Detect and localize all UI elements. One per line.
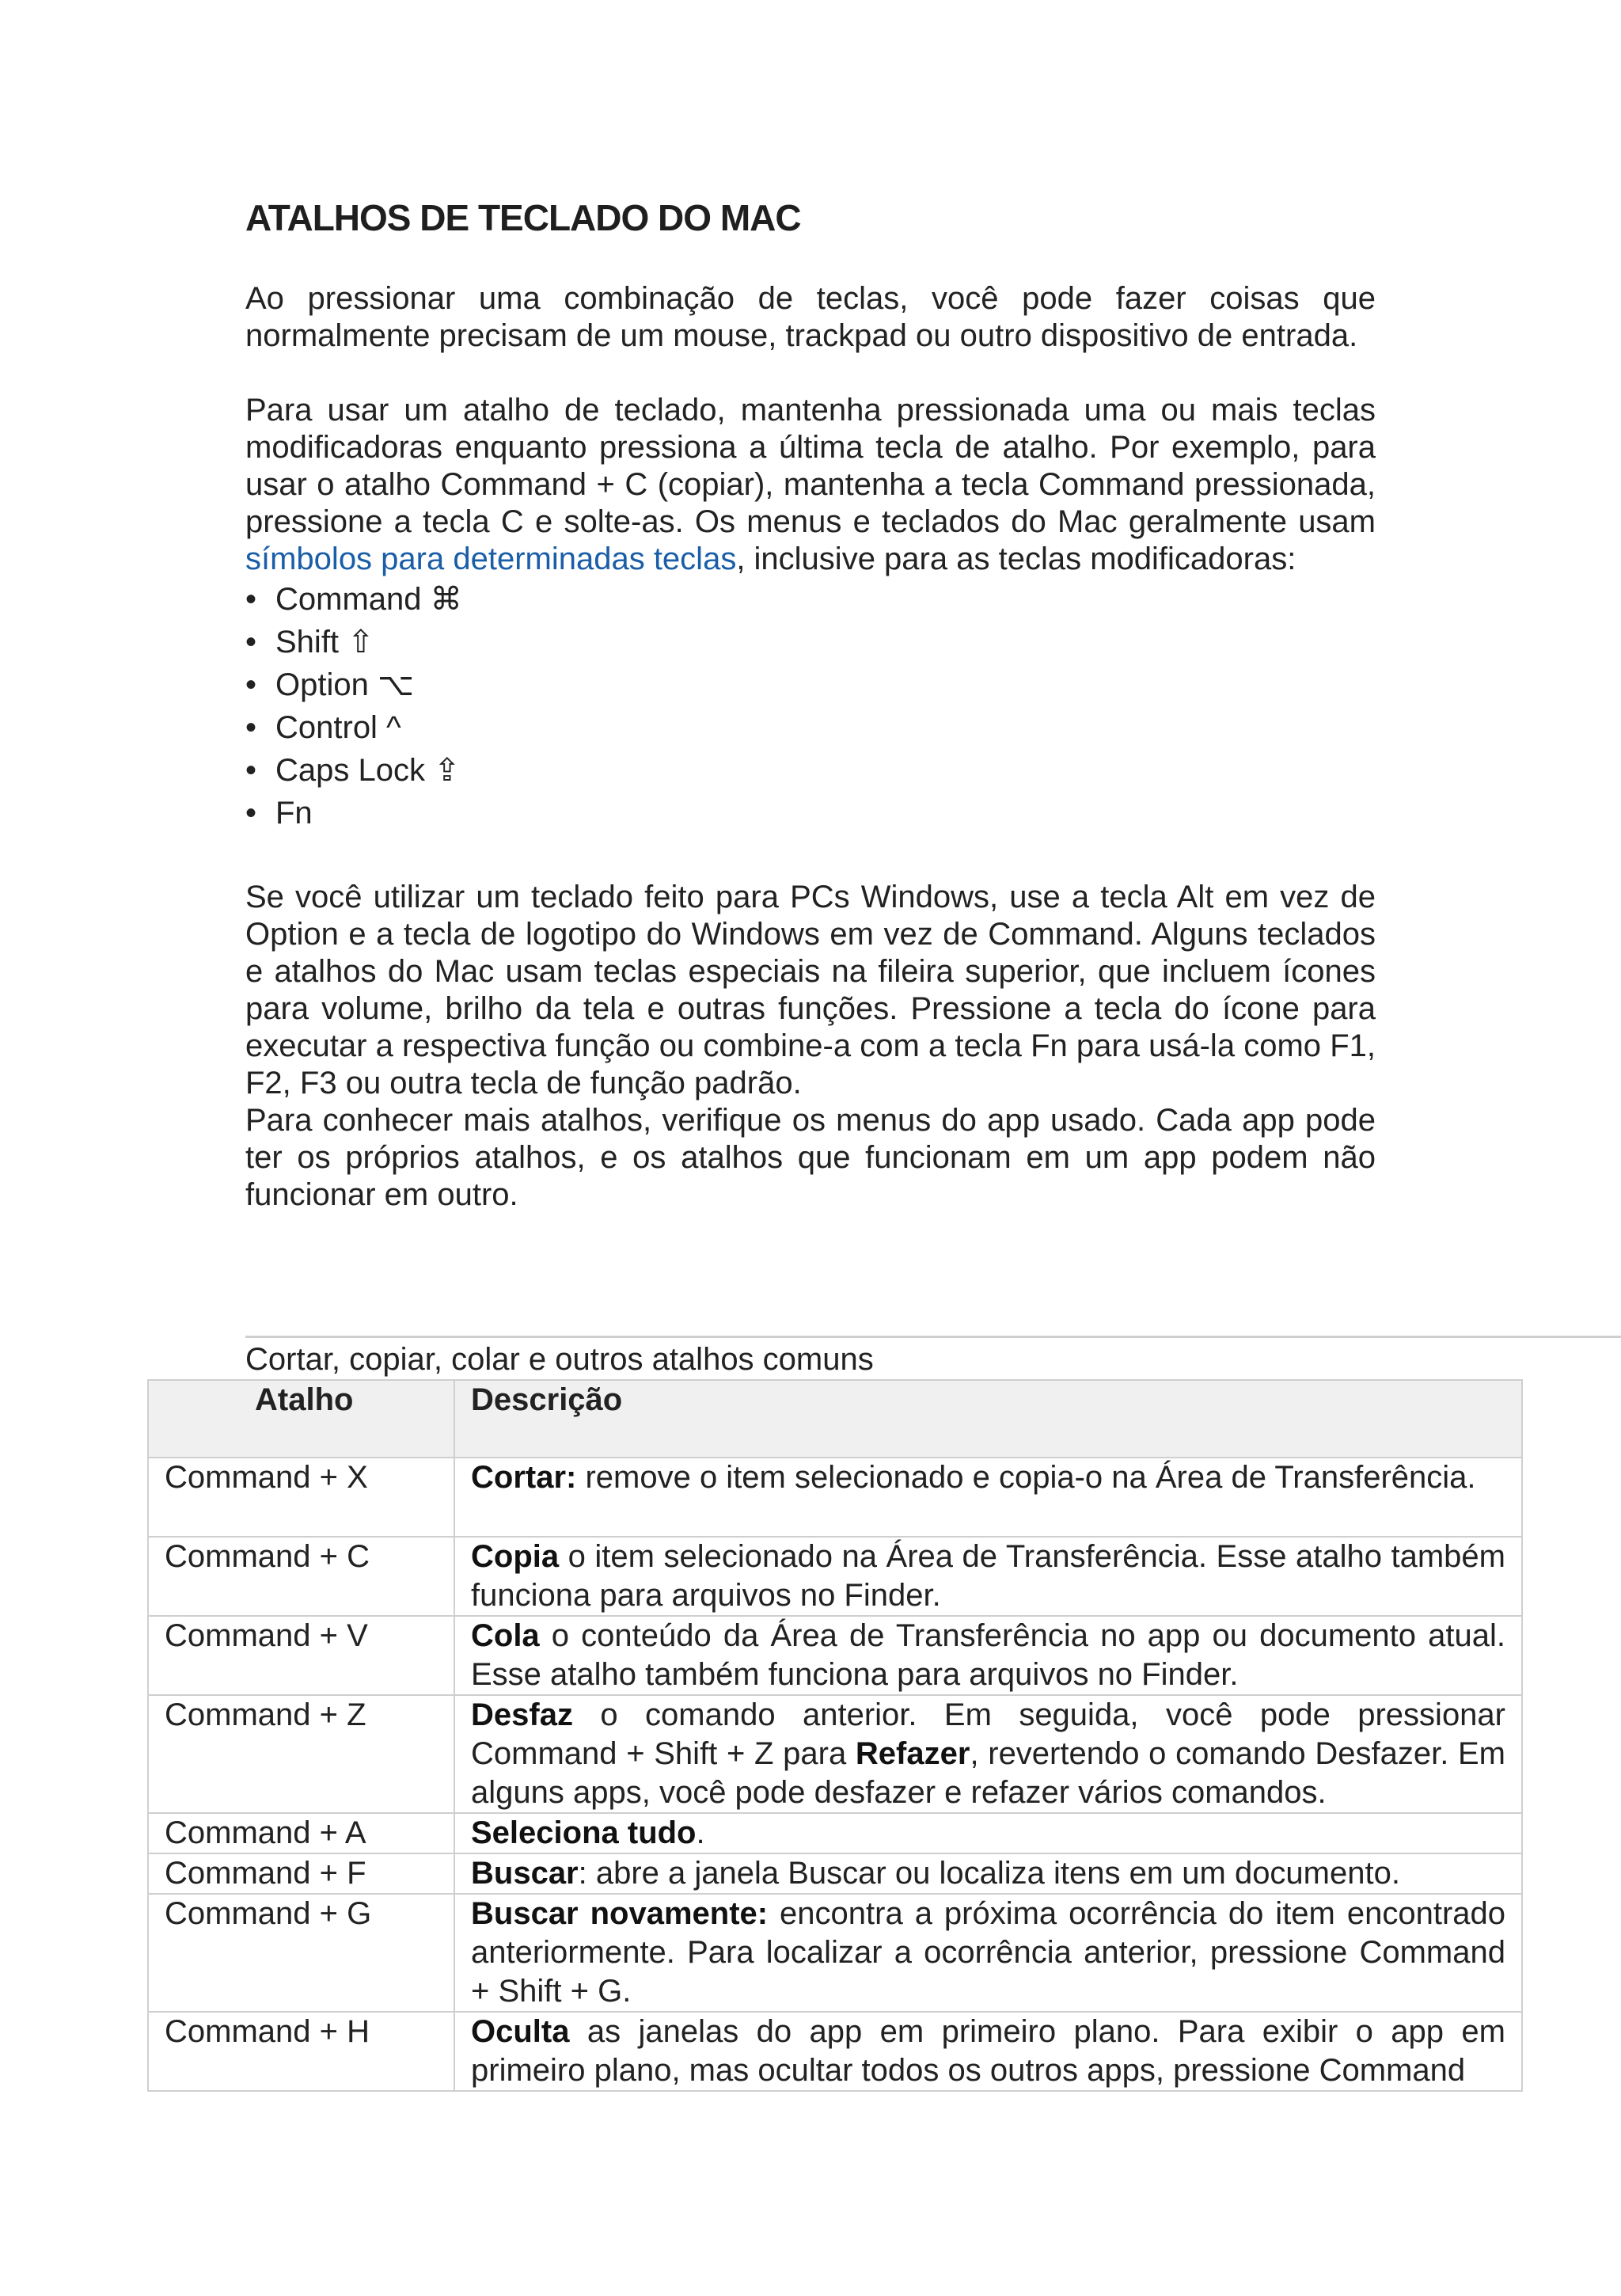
modifier-command: Command ⌘: [275, 582, 462, 617]
shortcut-description: [454, 1695, 1522, 1813]
windows-keyboard-paragraph: Se você utilizar um teclado feito para PCs Windows, use a tecla Alt em vez de Option e a tecla de logotipo do Windows em vez de Command. Alguns teclados e atalhos do Mac usam teclas especiais na fileira superior, que incluem ícones para volume, brilho da tela e outras funções. Pressione a tecla do ícone para executar a respectiva função ou combine-a com a tecla Fn para usá-la como F1, F2, F3 ou outra tecla de função padrão.: [245, 880, 1376, 1100]
intro-paragraph: Ao pressionar uma combinação de teclas, você pode fazer coisas que normalmente precisam de um mouse, trackpad ou outro dispositivo de entrada.: [245, 281, 1376, 353]
shortcut-key: Command + F: [148, 1853, 454, 1894]
table-row: [148, 1695, 1522, 1813]
shortcut-description: [454, 1894, 1522, 2012]
modifier-paragraph-text-before: Para usar um atalho de teclado, mantenha pressionada uma ou mais teclas modificadoras enquanto pressiona a última tecla de atalho. Por exemplo, para usar o atalho Command + C (copiar), mantenha a tecla Command pressionada, pressione a tecla C e solte-as. Os menus e teclados do Mac geralmente usam: [245, 393, 1376, 539]
description-text: o conteúdo da Área de Transferência no app ou documento atual. Esse atalho também funciona para arquivos no Finder.: [471, 1618, 1505, 1692]
shortcut-description: [454, 1537, 1522, 1616]
symbols-link[interactable]: símbolos para determinadas teclas: [245, 542, 737, 576]
table-row: [148, 2012, 1522, 2091]
modifier-option: Option ⌥: [275, 667, 415, 702]
shortcut-description: [454, 1853, 1522, 1894]
table-row: [148, 1894, 1522, 2012]
description-text: remove o item selecionado e copia-o na Área de Transferência.: [576, 1460, 1476, 1495]
description-bold: Desfaz: [471, 1697, 573, 1732]
description-bold: Buscar: [471, 1856, 579, 1891]
header-shortcut: Atalho: [148, 1380, 454, 1458]
table-caption: Cortar, copiar, colar e outros atalhos comuns: [245, 1342, 874, 1377]
list-item: [245, 663, 1376, 706]
modifier-control: Control ^: [275, 710, 401, 745]
shortcut-key: Command + C: [148, 1537, 454, 1616]
document-body: [245, 196, 1376, 1214]
modifier-paragraph-text-after: , inclusive para as teclas modificadoras:: [736, 542, 1296, 576]
table-row: [148, 1616, 1522, 1695]
shortcut-key: Command + A: [148, 1813, 454, 1853]
table-row: [148, 1813, 1522, 1853]
description-text-tail: , revertendo o comando Desfazer. Em alguns apps, você pode desfazer e refazer vários comandos.: [471, 1736, 1505, 1810]
bullet-icon: •: [245, 796, 257, 831]
description-text: encontra a próxima ocorrência do item encontrado anteriormente. Para localizar a ocorrência anterior, pressione Command + Shift + G.: [471, 1896, 1505, 2009]
more-shortcuts-paragraph: Para conhecer mais atalhos, verifique os menus do app usado. Cada app pode ter os próprios atalhos, e os atalhos que funcionam em um app podem não funcionar em outro.: [245, 1103, 1376, 1212]
shortcut-key: Command + X: [148, 1458, 454, 1537]
description-text: .: [696, 1815, 705, 1850]
list-item: [245, 706, 1376, 749]
header-description: Descrição: [454, 1380, 1522, 1458]
bullet-icon: •: [245, 625, 257, 660]
section-divider: [245, 1336, 1621, 1338]
list-item: [245, 792, 1376, 834]
description-bold: Cortar:: [471, 1460, 577, 1495]
shortcuts-table: [147, 1379, 1523, 2092]
list-item: [245, 578, 1376, 621]
bullet-icon: •: [245, 710, 257, 745]
modifier-fn: Fn: [275, 796, 313, 831]
table-row: [148, 1537, 1522, 1616]
table-header-row: [148, 1380, 1522, 1458]
shortcut-key: Command + Z: [148, 1695, 454, 1813]
shortcut-description: [454, 1616, 1522, 1695]
shortcut-key: Command + H: [148, 2012, 454, 2091]
shortcut-description: [454, 1458, 1522, 1537]
bullet-icon: •: [245, 753, 257, 788]
description-bold: Oculta: [471, 2014, 570, 2049]
table-row: [148, 1853, 1522, 1894]
shortcut-key: Command + G: [148, 1894, 454, 2012]
modifier-paragraph: [245, 392, 1376, 578]
page-title: ATALHOS DE TECLADO DO MAC: [245, 197, 801, 238]
shortcut-description: [454, 2012, 1522, 2091]
description-bold: Seleciona tudo: [471, 1815, 697, 1850]
list-item: [245, 749, 1376, 792]
description-text: o item selecionado na Área de Transferência. Esse atalho também funciona para arquivos no Finder.: [471, 1539, 1505, 1613]
bullet-icon: •: [245, 582, 257, 617]
modifier-list: [245, 578, 1376, 834]
description-bold-redo: Refazer: [855, 1736, 970, 1771]
description-bold: Cola: [471, 1618, 540, 1653]
modifier-caps-lock: Caps Lock ⇪: [275, 753, 461, 788]
modifier-shift: Shift ⇧: [275, 625, 374, 660]
list-item: [245, 621, 1376, 663]
description-bold: Copia: [471, 1539, 560, 1574]
shortcut-key: Command + V: [148, 1616, 454, 1695]
description-text: o comando anterior. Em seguida, você pode pressionar Command + Shift + Z para: [471, 1697, 1505, 1771]
table-row: [148, 1458, 1522, 1537]
bullet-icon: •: [245, 667, 257, 702]
shortcut-description: [454, 1813, 1522, 1853]
description-text: : abre a janela Buscar ou localiza itens em um documento.: [578, 1856, 1400, 1891]
description-text: as janelas do app em primeiro plano. Para exibir o app em primeiro plano, mas ocultar todos os outros apps, pressione Command: [471, 2014, 1505, 2088]
description-bold: Buscar novamente:: [471, 1896, 769, 1931]
